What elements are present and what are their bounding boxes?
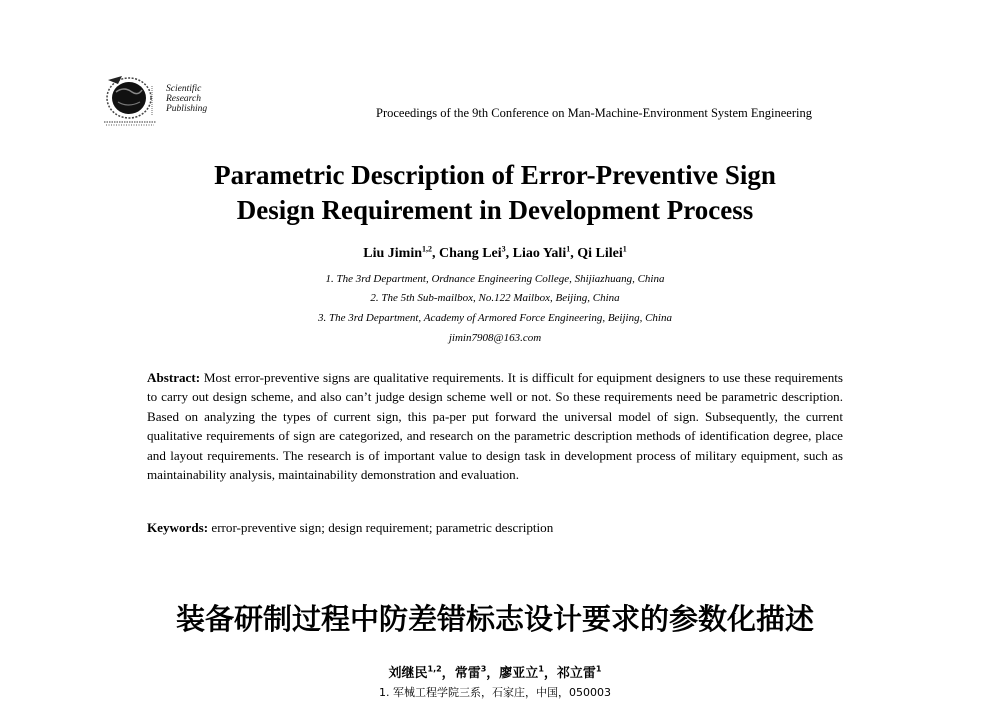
chinese-author-name: 祁立雷 (556, 666, 596, 681)
author-separator: , (432, 246, 440, 261)
publisher-logo (100, 70, 230, 126)
paper-title (0, 158, 990, 228)
chinese-author (388, 666, 454, 681)
author-affil-mark: 1 (622, 244, 627, 254)
chinese-author-name: 刘继民 (388, 666, 428, 681)
chinese-author (557, 666, 602, 681)
author-name: Chang Lei (439, 246, 502, 261)
chinese-author (499, 666, 557, 681)
chinese-author-name: 常雷 (454, 666, 481, 681)
chinese-author-list (0, 662, 990, 681)
author-affil-mark: 1 (566, 244, 571, 254)
abstract (147, 368, 843, 484)
author-list (0, 246, 990, 262)
chinese-author-separator: ， (441, 666, 455, 681)
keywords-label: Keywords: (147, 520, 209, 535)
author (513, 246, 578, 261)
chinese-author-separator: ， (486, 666, 500, 681)
publisher-line-1: Scientific (166, 84, 202, 94)
author-separator: , (505, 246, 513, 261)
author-separator: , (570, 246, 578, 261)
author-email: jimin7908@163.com (448, 332, 542, 344)
author-name: Liu Jimin (363, 246, 423, 261)
chinese-author-affil-mark: 1 (538, 664, 544, 674)
author (439, 246, 513, 261)
chinese-author-separator: ， (543, 666, 557, 681)
running-head: Proceedings of the 9th Conference on Man-Machine-Environment System Engineering (376, 106, 812, 120)
chinese-affiliation-1: 1. 军械工程学院三系，石家庄，中国，050003 (379, 686, 611, 699)
paper-title-line-1: Parametric Description of Error-Preventive Sign (214, 160, 776, 190)
keywords (147, 520, 843, 536)
author (577, 246, 627, 261)
affiliation-3: 3. The 3rd Department, Academy of Armored Force Engineering, Beijing, China (318, 312, 672, 324)
chinese-author-affil-mark: 3 (480, 664, 487, 674)
abstract-text: Most error-preventive signs are qualitative requirements. It is difficult for equipment designers to use these requirements to carry out design scheme, and also can’t judge design scheme well or not. So these requirements need be parametric description. Based on analyzing the types of current sign, this pa-per put forward the universal model of sign. Subsequently, the current qualitative requirements of sign are categorized, and research on the parametric description methods of identification degree, place and layout requirements. The research is of important value to design task in development process of military equipment, such as maintainability analysis, maintainability demonstration and evaluation. (147, 370, 843, 483)
author-affil-mark: 3 (501, 244, 506, 254)
affiliation-2: 2. The 5th Sub-mailbox, No.122 Mailbox, Beijing, China (370, 292, 620, 304)
abstract-label: Abstract: (147, 370, 201, 385)
chinese-author-affil-mark: 1,2 (427, 664, 442, 674)
publisher-name (166, 84, 207, 114)
chinese-title: 装备研制过程中防差错标志设计要求的参数化描述 (175, 602, 814, 636)
keywords-text: error-preventive sign; design requirement; parametric description (208, 520, 554, 535)
chinese-author (455, 666, 500, 681)
publisher-line-2: Research (166, 94, 201, 104)
author-affil-mark: 1,2 (422, 244, 433, 254)
publisher-line-3: Publishing (166, 104, 208, 114)
author-name: Liao Yali (512, 246, 567, 261)
author-name: Qi Lilei (577, 246, 623, 261)
chinese-author-name: 廖亚立 (499, 666, 539, 681)
paper-title-line-2: Design Requirement in Development Process (236, 195, 754, 225)
affiliation-1: 1. The 3rd Department, Ordnance Engineering College, Shijiazhuang, China (325, 273, 665, 285)
globe-logo-icon (102, 72, 158, 126)
chinese-author-affil-mark: 1 (595, 664, 602, 674)
author (363, 246, 439, 261)
